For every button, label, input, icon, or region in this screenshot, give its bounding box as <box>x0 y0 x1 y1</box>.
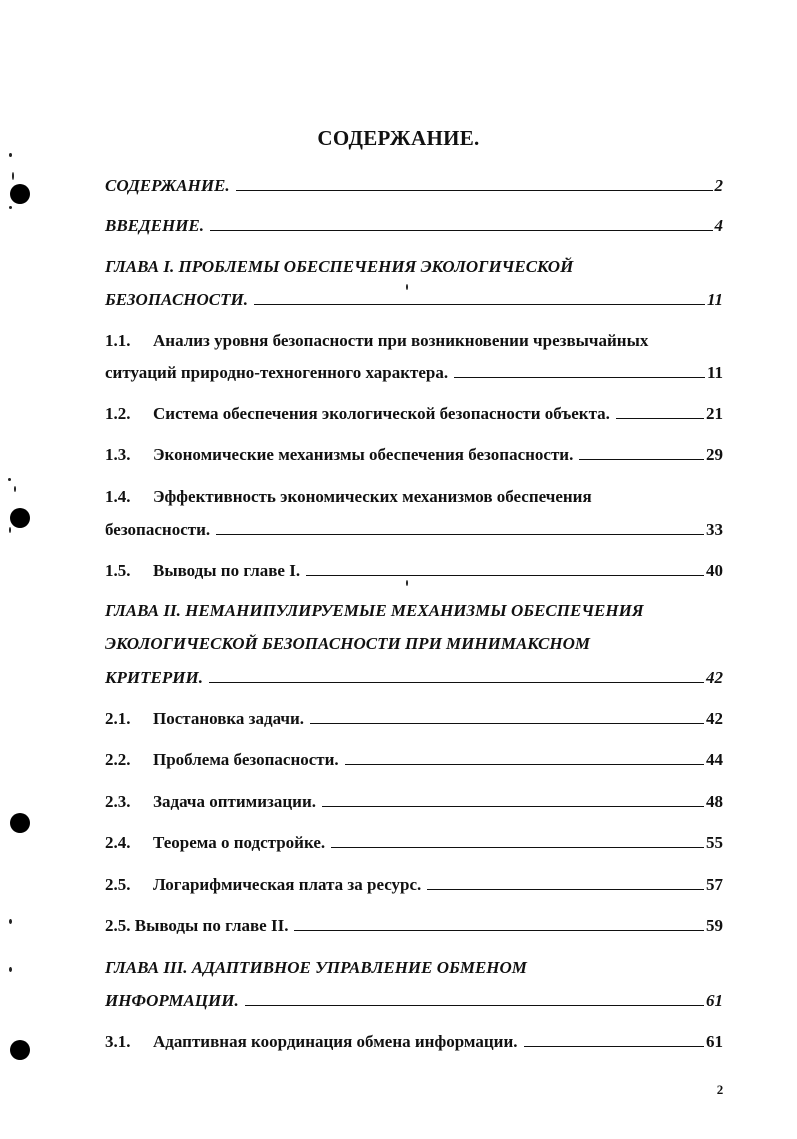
toc-page-number: 44 <box>706 750 723 769</box>
toc-entry-number: 1.2. <box>105 404 131 423</box>
leader-line <box>306 575 704 576</box>
toc-entry-text: Логарифмическая плата за ресурс. <box>153 875 422 894</box>
toc-entry-chapter-3-cont[interactable] <box>105 985 723 1011</box>
leader-line <box>579 459 704 460</box>
toc-page-number: 59 <box>706 916 723 935</box>
scan-speck <box>9 206 12 209</box>
leader-line <box>524 1046 704 1047</box>
toc-entry-1-1[interactable] <box>105 325 723 351</box>
leader-line <box>236 190 713 191</box>
punch-hole <box>10 813 30 833</box>
toc-entry-text: Постановка задачи. <box>153 709 305 728</box>
toc-entry-text: БЕЗОПАСНОСТИ. <box>105 290 248 309</box>
toc-page-number: 48 <box>706 792 723 811</box>
toc-entry-3-1[interactable] <box>105 1026 723 1052</box>
toc-page-number: 61 <box>706 1032 723 1051</box>
toc-entry-introduction[interactable] <box>105 210 723 236</box>
toc-entry-number: 2.4. <box>105 833 131 852</box>
scan-speck <box>8 478 11 481</box>
toc-entry-chapter-2[interactable] <box>105 595 723 621</box>
leader-line <box>322 806 704 807</box>
scan-speck <box>9 919 12 924</box>
punch-hole <box>10 1040 30 1060</box>
toc-entry-number: 3.1. <box>105 1032 131 1051</box>
toc-page-number: 21 <box>706 404 723 423</box>
toc-page-number: 11 <box>706 363 723 382</box>
toc-entry-text: Система обеспечения экологической безопасности объекта. <box>153 404 610 423</box>
leader-line <box>310 723 704 724</box>
leader-line <box>454 377 705 378</box>
toc-page-number: 57 <box>706 875 723 894</box>
toc-entry-number: 2.2. <box>105 750 131 769</box>
leader-line <box>209 682 704 683</box>
toc-page-number: 42 <box>706 709 723 728</box>
leader-line <box>245 1005 704 1006</box>
toc-page-number: 40 <box>706 561 723 580</box>
leader-line <box>216 534 704 535</box>
leader-line <box>210 230 712 231</box>
scan-speck <box>14 486 16 492</box>
toc-entry-2-4[interactable] <box>105 827 723 853</box>
toc-entry-text: Задача оптимизации. <box>153 792 317 811</box>
toc-entry-text: ИНФОРМАЦИИ. <box>105 991 239 1010</box>
page-title: СОДЕРЖАНИЕ. <box>317 126 480 150</box>
toc-entry-chapter-3[interactable] <box>105 952 723 978</box>
toc-entry-text: Экономические механизмы обеспечения безопасности. <box>153 445 574 464</box>
toc-entry-text: 2.5. Выводы по главе II. <box>105 916 289 935</box>
punch-hole <box>10 184 30 204</box>
punch-hole <box>10 508 30 528</box>
toc-entry-chapter-2-line2[interactable] <box>105 628 723 654</box>
toc-entry-text: Проблема безопасности. <box>153 750 339 769</box>
leader-line <box>345 764 704 765</box>
toc-entry-text: ГЛАВА III. АДАПТИВНОЕ УПРАВЛЕНИЕ ОБМЕНОМ <box>105 958 527 977</box>
leader-line <box>294 930 704 931</box>
toc-entry-1-4[interactable] <box>105 481 723 507</box>
scan-speck <box>12 172 14 180</box>
toc-page-number: 61 <box>706 991 723 1010</box>
leader-line <box>254 304 705 305</box>
toc-entry-2-3[interactable] <box>105 786 723 812</box>
toc-entry-text: Теорема о подстройке. <box>153 833 326 852</box>
toc-entry-number: 2.1. <box>105 709 131 728</box>
toc-entry-text: Адаптивная координация обмена информации. <box>153 1032 518 1051</box>
scan-speck <box>9 527 11 533</box>
toc-entry-1-1-cont[interactable] <box>105 357 723 383</box>
toc-page-number: 55 <box>706 833 723 852</box>
scan-speck <box>406 284 408 290</box>
toc-entry-number: 2.5. <box>105 875 131 894</box>
scan-speck <box>9 967 12 972</box>
toc-entry-1-4-cont[interactable] <box>105 514 723 540</box>
toc-page-number: 11 <box>706 290 723 309</box>
scan-speck <box>406 580 408 586</box>
toc-entry-text: ЭКОЛОГИЧЕСКОЙ БЕЗОПАСНОСТИ ПРИ МИНИМАКСНОМ <box>105 634 590 653</box>
page-number: 2 <box>716 1082 724 1097</box>
toc-entry-text: ГЛАВА II. НЕМАНИПУЛИРУЕМЫЕ МЕХАНИЗМЫ ОБЕСПЕЧЕНИЯ <box>105 601 644 620</box>
toc-entry-text: СОДЕРЖАНИЕ. <box>105 176 230 195</box>
toc-entry-chapter-1-cont[interactable] <box>105 284 723 310</box>
toc-page-number: 29 <box>706 445 723 464</box>
toc-entry-text: КРИТЕРИИ. <box>105 668 203 687</box>
toc-page-number: 2 <box>714 176 723 195</box>
toc-page-number: 42 <box>706 668 723 687</box>
toc-entry-2-1[interactable] <box>105 703 723 729</box>
toc-entry-text: безопасности. <box>105 520 211 539</box>
scan-speck <box>9 153 12 157</box>
leader-line <box>616 418 704 419</box>
toc-entry-number: 1.5. <box>105 561 131 580</box>
leader-line <box>427 889 704 890</box>
toc-entry-text: Анализ уровня безопасности при возникновении чрезвычайных <box>153 331 649 350</box>
toc-entry-number: 1.1. <box>105 331 131 350</box>
toc-entry-number: 2.3. <box>105 792 131 811</box>
toc-entry-1-3[interactable] <box>105 439 723 465</box>
leader-line <box>331 847 704 848</box>
toc-entry-chapter-2-cont[interactable] <box>105 662 723 688</box>
toc-entry-text: Выводы по главе I. <box>153 561 301 580</box>
toc-entry-text: Эффективность экономических механизмов обеспечения <box>153 487 592 506</box>
toc-entry-contents[interactable] <box>105 170 723 196</box>
toc-entry-number: 1.4. <box>105 487 131 506</box>
toc-entry-chapter-1[interactable] <box>105 251 723 277</box>
toc-entry-2-2[interactable] <box>105 744 723 770</box>
toc-entry-1-2[interactable] <box>105 398 723 424</box>
toc-entry-2-5-conclusions[interactable] <box>105 910 723 936</box>
toc-entry-text: ситуаций природно-техногенного характера. <box>105 363 449 382</box>
toc-entry-text: ГЛАВА I. ПРОБЛЕМЫ ОБЕСПЕЧЕНИЯ ЭКОЛОГИЧЕСКОЙ <box>105 257 574 276</box>
toc-entry-text: ВВЕДЕНИЕ. <box>105 216 205 235</box>
toc-entry-2-5[interactable] <box>105 869 723 895</box>
toc-entry-1-5[interactable] <box>105 555 723 581</box>
toc-entry-number: 1.3. <box>105 445 131 464</box>
toc-page-number: 33 <box>706 520 723 539</box>
toc-page-number: 4 <box>714 216 723 235</box>
